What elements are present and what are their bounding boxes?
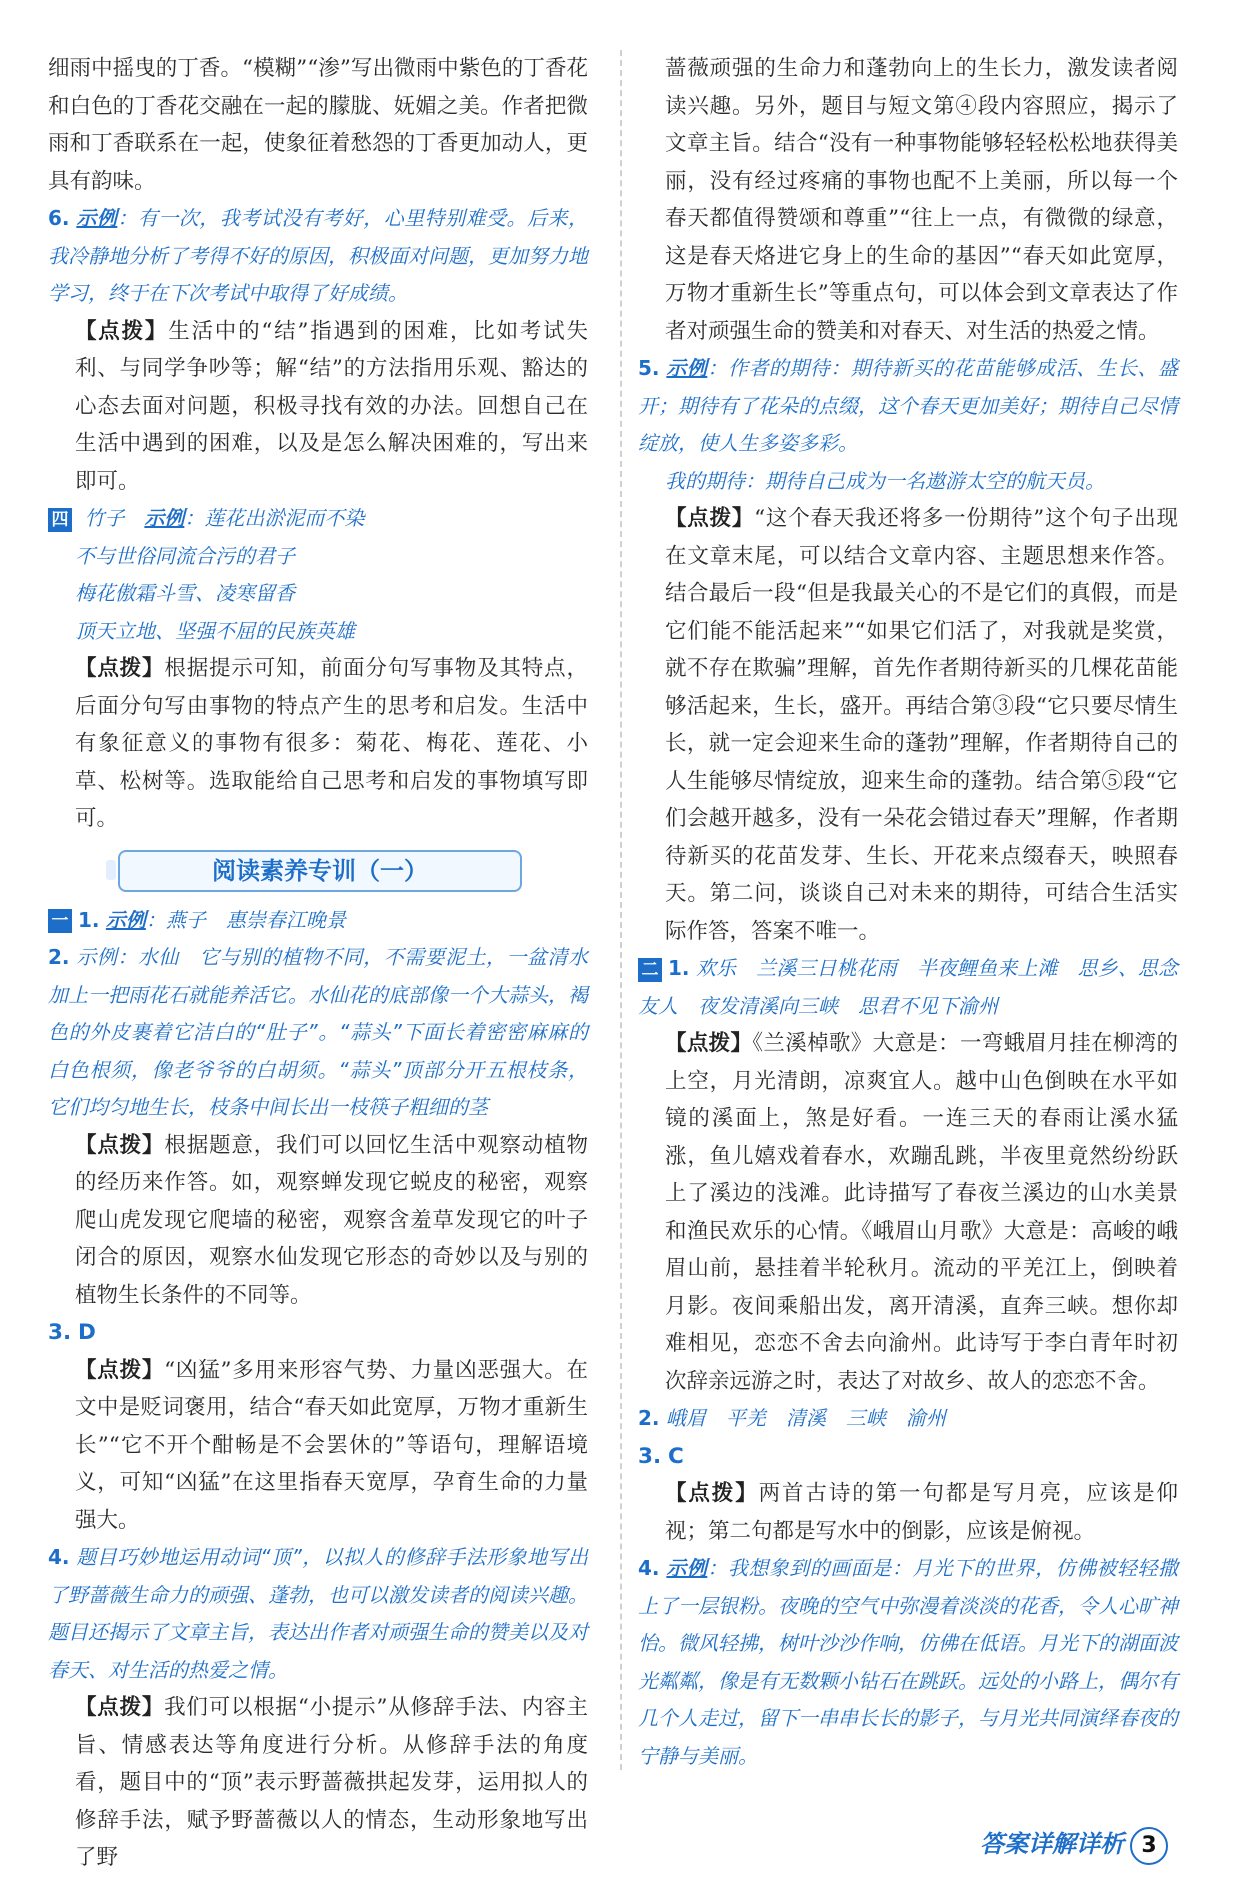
r1-text: 欢乐 兰溪三日桃花雨 半夜鲤鱼来上滩 思乡、思念友人 夜发清溪向三峡 思君不见下渝州 bbox=[638, 956, 1179, 1018]
q5-number: 5. bbox=[638, 356, 660, 380]
hint-label: 【点拨】 bbox=[75, 318, 169, 344]
section-1-badge: 一 bbox=[48, 909, 72, 933]
q3-number: 3. bbox=[48, 1320, 72, 1345]
hint-label: 【点拨】 bbox=[75, 1357, 165, 1383]
q4-hint-text: 我们可以根据“小提示”从修辞手法、内容主旨、情感表达等角度进行分析。从修辞手法的角度看，题目中的“顶”表示野蔷薇拱起发芽，运用拟人的修辞手法，赋予野蔷薇以人的情态，生动形象地写出了野 bbox=[75, 1695, 588, 1870]
example-label: 示例 bbox=[666, 1556, 708, 1580]
section-banner: 阅读素养专训（一） bbox=[118, 850, 522, 892]
q6-hint-text: 生活中的“结”指遇到的困难，比如考试失利、与同学争吵等；解“结”的方法指用乐观、豁达的心态去面对问题，积极寻找有效的办法。回想自己在生活中遇到的困难，以及是怎么解决困难的，写出来即可。 bbox=[75, 318, 588, 494]
r2-answer bbox=[638, 1400, 1178, 1438]
hint-label: 【点拨】 bbox=[665, 506, 755, 531]
r1-answer bbox=[638, 950, 1178, 1025]
q4-text: 题目巧妙地运用动词“顶”，以拟人的修辞手法形象地写出了野蔷薇生命力的顽强、蓬勃，也可以激发读者的阅读兴趣。题目还揭示了文章主旨，表达出作者对顽强生命的赞美以及对春天、对生活的热爱之情。 bbox=[48, 1545, 588, 1682]
r4-text: ：我想象到的画面是：月光下的世界，仿佛被轻轻撒上了一层银粉。夜晚的空气中弥漫着淡淡的花香，令人心旷神怡。微风轻拂，树叶沙沙作响，仿佛在低语。月光下的湖面波光粼粼，像是有无数颗小钻石在跳跃。远处的小路上，偶尔有几个人走过，留下一串串长长的影子，与月光共同演绎春夜的宁静与美丽。 bbox=[638, 1556, 1179, 1768]
r4-number: 4. bbox=[638, 1556, 660, 1580]
r3-number: 3. bbox=[638, 1443, 662, 1469]
q6-answer bbox=[48, 200, 588, 313]
footer-label: 答案详解详析 bbox=[980, 1830, 1124, 1858]
q5-mine: 我的期待：期待自己成为一名遨游太空的航天员。 bbox=[665, 468, 1105, 493]
q5-text: ：作者的期待：期待新买的花苗能够成活、生长、盛开；期待有了花朵的点缀，这个春天更加美好；期待自己尽情绽放，使人生多姿多彩。 bbox=[638, 356, 1179, 455]
q4-hint bbox=[48, 1689, 588, 1877]
q1-answer bbox=[48, 902, 588, 940]
q6-text: ：有一次，我考试没有考好，心里特别难受。后来，我冷静地分析了考得不好的原因，积极面对问题，更加努力地学习，终于在下次考试中取得了好成绩。 bbox=[48, 206, 589, 305]
hint-label: 【点拨】 bbox=[665, 1481, 759, 1506]
sec4-answer bbox=[48, 500, 588, 538]
hint-label: 【点拨】 bbox=[75, 1132, 165, 1158]
banner-wrap bbox=[48, 838, 588, 902]
sec4-line2: 不与世俗同流合污的君子 bbox=[75, 543, 295, 568]
q4-answer bbox=[48, 1539, 588, 1689]
r3-hint bbox=[638, 1475, 1178, 1550]
r3-hint-text: 两首古诗的第一句都是写月亮，应该是仰视；第二句都是写水中的倒影，应该是俯视。 bbox=[665, 1481, 1178, 1544]
q2-hint-text: 根据题意，我们可以回忆生活中观察动植物的经历来作答。如，观察蝉发现它蜕皮的秘密，观察爬山虎发现它爬墙的秘密，观察含羞草发现它的叶子闭合的原因，观察水仙发现它形态的奇妙以及与别的植物生长条件的不同等。 bbox=[75, 1132, 588, 1308]
page-number: 3 bbox=[1130, 1827, 1168, 1865]
q3-text: D bbox=[77, 1320, 96, 1345]
q6-number: 6. bbox=[48, 206, 70, 230]
r1-hint-text: 《兰溪棹歌》大意是：一弯蛾眉月挂在柳湾的上空，月光清朗，凉爽宜人。越中山色倒映在水平如镜的溪面上，煞是好看。一连三天的春雨让溪水猛涨，鱼儿嬉戏着春水，欢蹦乱跳，半夜里竟然纷纷跃上了溪边的浅滩。此诗描写了春夜兰溪边的山水美景和渔民欢乐的心情。《峨眉山月歌》大意是：高峻的峨眉山前，悬挂着半轮秋月。流动的平羌江上，倒映着月影。夜间乘船出发，离开清溪，直奔三峡。想你却难相见，恋恋不舍去向渝州。此诗写于李白青年时初次辞亲远游之时，表达了对故乡、故人的恋恋不舍。 bbox=[665, 1031, 1178, 1394]
q5-hint bbox=[638, 500, 1178, 950]
hint-label: 【点拨】 bbox=[75, 1695, 165, 1720]
q2-hint bbox=[48, 1127, 588, 1315]
r3-text: C bbox=[667, 1443, 684, 1469]
q5-hint-text: “这个春天我还将多一份期待”这个句子出现在文章末尾，可以结合文章内容、主题思想来作答。结合最后一段“但是我最关心的不是它们的真假，而是它们能不能活起来”“如果它们活了，对我就是奖赏，就不存在欺骗”理解，首先作者期待新买的几棵花苗能够活起来，生长，盛开。再结合第③段“它只要尽情生长，就一定会迎来生命的蓬勃”理解，作者期待自己的人生能够尽情绽放，迎来生命的蓬勃。结合第⑤段“它们会越开越多，没有一朵花会错过春天”理解，作者期待新买的花苗发芽、生长、开花来点缀春天，映照春天。第二问，谈谈自己对未来的期待，可结合生活实际作答，答案不唯一。 bbox=[665, 506, 1178, 944]
example-label: 示例 bbox=[76, 206, 118, 230]
sec4-ans2: ：莲花出淤泥而不染 bbox=[184, 506, 365, 530]
hint-label: 【点拨】 bbox=[75, 656, 165, 681]
q2-text: 示例：水仙 它与别的植物不同，不需要泥土，一盆清水加上一把雨花石就能养活它。水仙花的底部像一个大蒜头，褐色的外皮裹着它洁白的“肚子”。“蒜头”下面长着密密麻麻的白色根须，像老爷爷的白胡须。“蒜头”顶部分开五根枝条，它们均匀地生长，枝条中间长出一枝筷子粗细的茎 bbox=[48, 945, 588, 1119]
r1-hint bbox=[638, 1025, 1178, 1400]
column-divider bbox=[620, 50, 622, 1770]
r2-number: 2. bbox=[638, 1406, 660, 1430]
r2-text: 峨眉 平羌 清溪 三峡 渝州 bbox=[665, 1406, 946, 1430]
q5-answer bbox=[638, 350, 1178, 463]
left-column bbox=[48, 50, 588, 1877]
q4-number: 4. bbox=[48, 1545, 70, 1569]
q4-hint-continued: 蔷薇顽强的生命力和蓬勃向上的生长力，激发读者阅读兴趣。另外，题目与短文第④段内容照应，揭示了文章主旨。结合“没有一种事物能够轻轻松松地获得美丽，没有经过疼痛的事物也配不上美丽，所以每一个春天都值得赞颂和尊重”“往上一点，有微微的绿意，这是春天烙进它身上的生命的基因”“春天如此宽厚，万物才重新生长”等重点句，可以体会到文章表达了作者对顽强生命的赞美和对春天、对生活的热爱之情。 bbox=[665, 56, 1178, 344]
q3-answer bbox=[48, 1314, 588, 1352]
hint-label: 【点拨】 bbox=[665, 1031, 753, 1056]
right-column bbox=[638, 50, 1178, 1775]
sec4-line4: 顶天立地、坚强不屈的民族英雄 bbox=[75, 618, 355, 643]
section-4-badge: 四 bbox=[48, 508, 72, 532]
r3-answer bbox=[638, 1438, 1178, 1476]
q6-hint bbox=[48, 313, 588, 501]
q1-text: ：燕子 惠崇春江晚景 bbox=[145, 907, 346, 932]
q3-hint bbox=[48, 1352, 588, 1540]
page-footer bbox=[980, 1826, 1168, 1862]
q2-number: 2. bbox=[48, 945, 70, 969]
example-label: 示例 bbox=[144, 506, 185, 530]
r4-answer bbox=[638, 1550, 1178, 1775]
section-2-badge: 二 bbox=[638, 958, 662, 982]
sec4-hint-text: 根据提示可知，前面分句写事物及其特点，后面分句写由事物的特点产生的思考和启发。生活中有象征意义的事物有很多：菊花、梅花、莲花、小草、松树等。选取能给自己思考和启发的事物填写即可。 bbox=[75, 656, 588, 831]
q1-number: 1. bbox=[78, 907, 100, 932]
intro-paragraph: 细雨中摇曳的丁香。“模糊”“渗”写出微雨中紫色的丁香花和白色的丁香花交融在一起的朦胧、妩媚之美。作者把微雨和丁香联系在一起，使象征着愁怨的丁香更加动人，更具有韵味。 bbox=[48, 56, 588, 194]
sec4-ans1: 竹子 bbox=[84, 506, 125, 530]
example-label: 示例 bbox=[666, 356, 708, 380]
q2-answer bbox=[48, 939, 588, 1127]
sec4-hint bbox=[48, 650, 588, 838]
q3-hint-text: “凶猛”多用来形容气势、力量凶恶强大。在文中是贬词褒用，结合“春天如此宽厚，万物才重新生长”“它不开个酣畅是不会罢休的”等语句，理解语境义，可知“凶猛”在这里指春天宽厚，孕育生命的力量强大。 bbox=[75, 1357, 588, 1533]
example-label: 示例 bbox=[105, 907, 146, 932]
sec4-line3: 梅花傲霜斗雪、凌寒留香 bbox=[75, 581, 295, 605]
r1-number: 1. bbox=[668, 956, 690, 980]
